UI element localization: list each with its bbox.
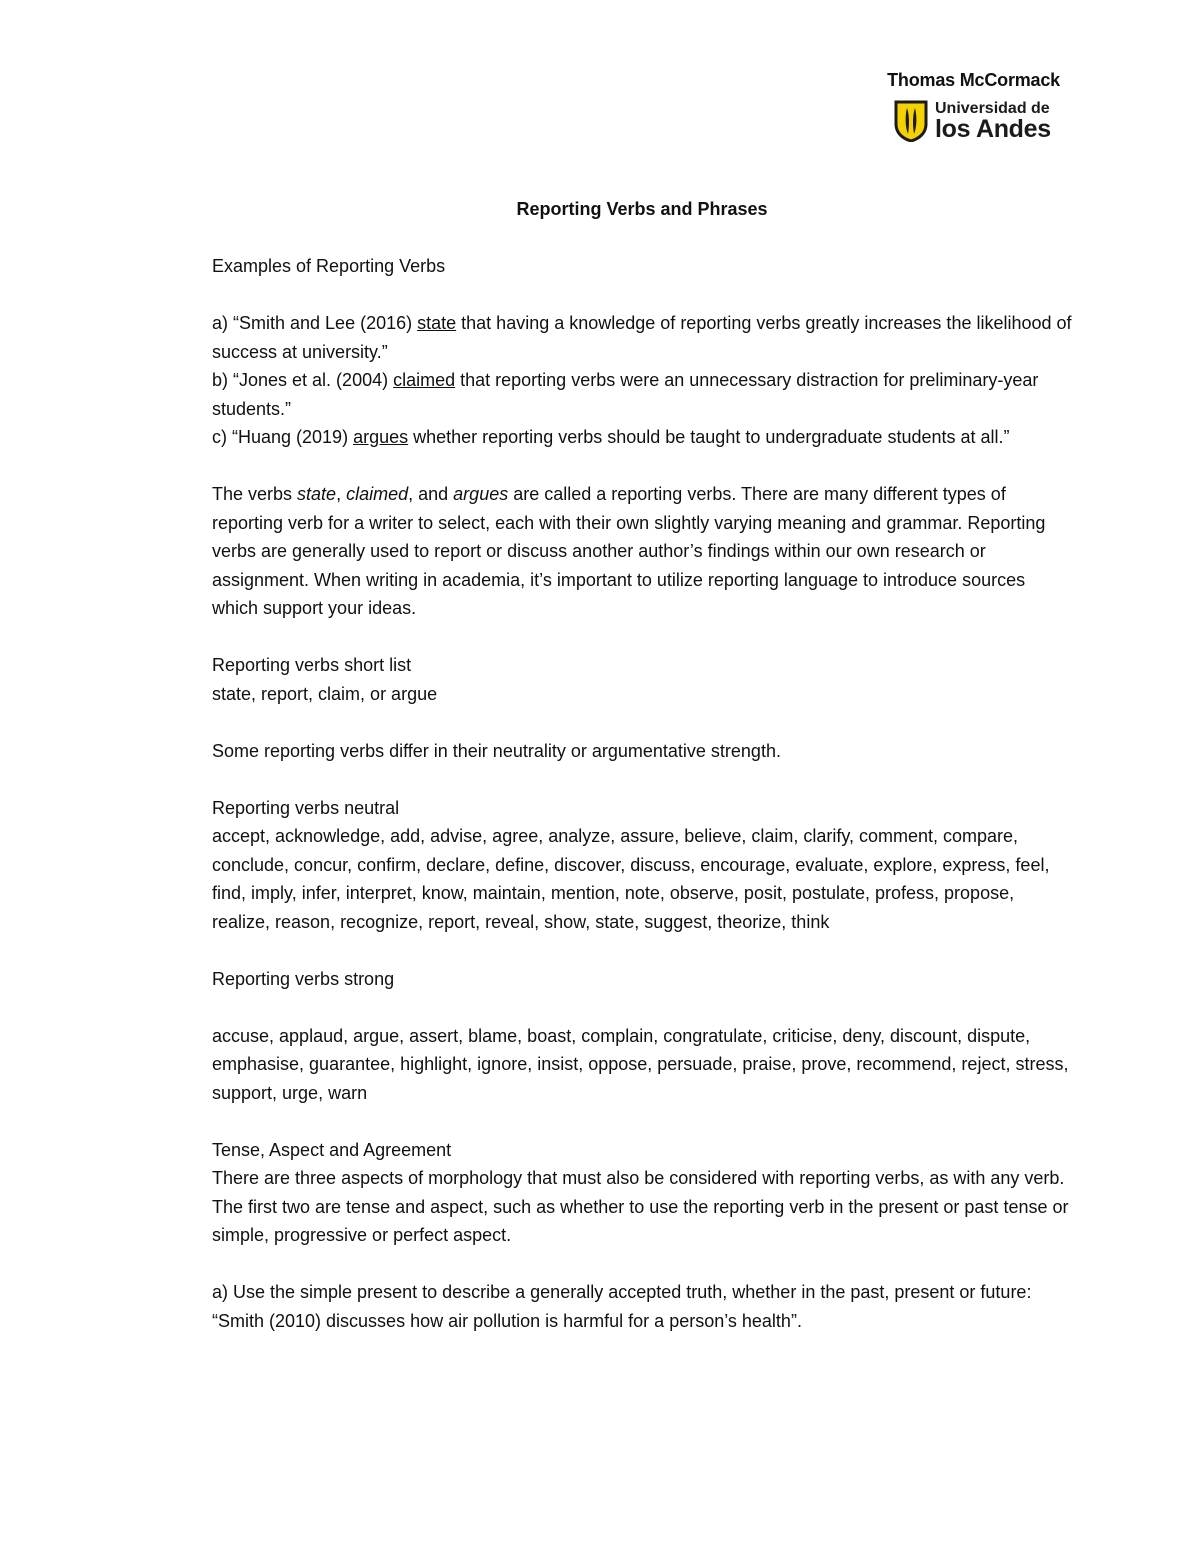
strong-heading: Reporting verbs strong — [212, 968, 395, 989]
document-title: Reporting Verbs and Phrases — [516, 199, 768, 219]
example-a: a) “Smith and Lee (2016) state that having a knowledge of reporting verbs greatly increases the likelihood of success at university.” — [212, 313, 1072, 362]
university-logo — [893, 100, 1051, 142]
document-body — [212, 195, 1072, 1335]
strong-list: accuse, applaud, argue, assert, blame, boast, complain, congratulate, criticise, deny, discount, dispute, emphasise, guarantee, highlight, ignore, insist, oppose, persuade, praise, prove, recommend, reject, stress, support, urge, warn — [212, 1025, 1069, 1103]
logo-line-2: los Andes — [935, 114, 1051, 143]
rule-a-paragraph: a) Use the simple present to describe a generally accepted truth, whether in the past, present or future: “Smith (2010) discusses how air pollution is harmful for a person’s health”. — [212, 1282, 1032, 1331]
neutral-list: accept, acknowledge, add, advise, agree, analyze, assure, believe, claim, clarify, comment, compare, conclude, concur, confirm, declare, define, discover, discuss, encourage, evaluate, explore, express, feel, find, imply, infer, interpret, know, maintain, mention, note, observe, posit, postulate, profess, propose, realize, reason, recognize, report, reveal, show, state, suggest, theorize, think — [212, 826, 1050, 932]
short-list-heading: Reporting verbs short list — [212, 655, 412, 675]
example-a-verb: state — [417, 313, 457, 333]
logo-wordmark — [935, 101, 1051, 142]
author-name: Thomas McCormack — [887, 70, 1060, 90]
neutrality-sentence: Some reporting verbs differ in their neutrality or argumentative strength. — [212, 740, 781, 761]
short-list: state, report, claim, or argue — [212, 683, 438, 704]
intro-paragraph: The verbs state, claimed, and argues are called a reporting verbs. There are many different types of reporting verb for a writer to select, each with their own slightly varying meaning and grammar. Reporting verbs are generally used to report or discuss another author’s findings within our own research or assignment. When writing in academia, it’s important to utilize reporting language to introduce sources which support your ideas. — [212, 484, 1046, 618]
tense-heading: Tense, Aspect and Agreement — [212, 1139, 452, 1160]
example-c: c) “Huang (2019) argues whether reporting verbs should be taught to undergraduate students at all.” — [212, 427, 1010, 447]
example-b: b) “Jones et al. (2004) claimed that reporting verbs were an unnecessary distraction for preliminary-year students.” — [212, 370, 1039, 419]
example-b-verb: claimed — [393, 370, 456, 390]
neutral-heading: Reporting verbs neutral — [212, 797, 400, 818]
university-crest-icon — [893, 100, 929, 142]
logo-line-1: Universidad de — [935, 99, 1050, 117]
example-c-verb: argues — [353, 427, 409, 447]
examples-heading: Examples of Reporting Verbs — [212, 256, 446, 276]
tense-paragraph: There are three aspects of morphology that must also be considered with reporting verbs, as with any verb. The first two are tense and aspect, such as whether to use the reporting verb in the present or past tense or simple, progressive or perfect aspect. — [212, 1168, 1069, 1245]
